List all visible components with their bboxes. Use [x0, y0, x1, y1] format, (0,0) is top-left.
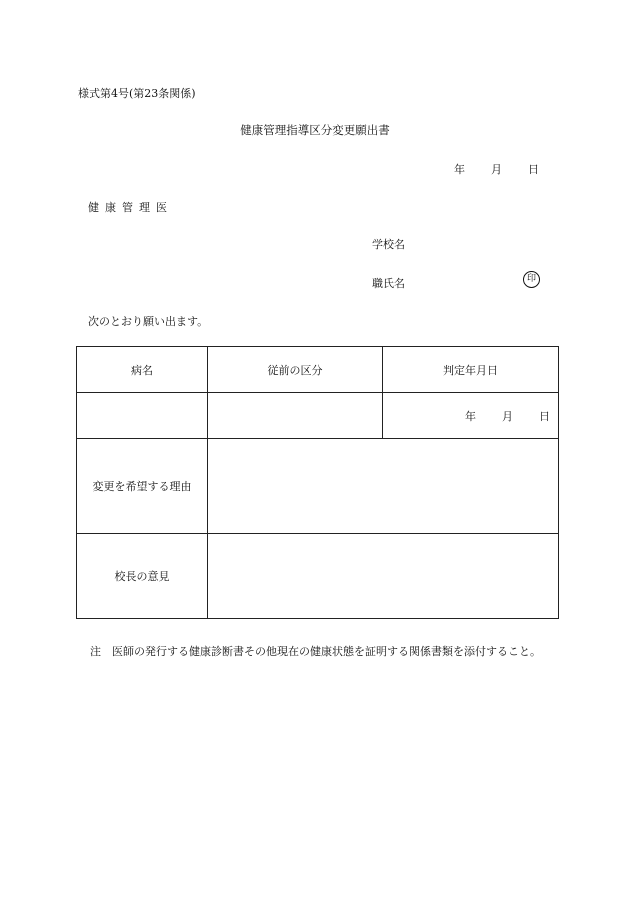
- table-row: [77, 439, 559, 534]
- note-mark: 注: [90, 645, 101, 658]
- intro-text: 次のとおり願い出ます。: [88, 315, 209, 328]
- school-name-label: 学校名: [372, 238, 405, 251]
- note-text: 医師の発行する健康診断書その他現在の健康状態を証明する関係書類を添付すること。: [112, 645, 541, 658]
- table-row: [77, 393, 559, 439]
- date-year-label: 年: [454, 163, 465, 176]
- date-day-label: 日: [528, 163, 539, 176]
- table-header-row: [77, 347, 559, 393]
- judgment-day-label: 日: [539, 409, 550, 423]
- footnote: [90, 642, 560, 662]
- previous-category-field[interactable]: [208, 393, 383, 439]
- principal-opinion-label: 校長の意見: [77, 534, 208, 619]
- judgment-year-label: 年: [465, 409, 476, 423]
- date-month-label: 月: [491, 163, 502, 176]
- application-table: [76, 346, 559, 619]
- position-name-label: 職氏名: [372, 277, 405, 290]
- header-judgment-date: 判定年月日: [383, 347, 559, 393]
- principal-opinion-field[interactable]: [208, 534, 559, 619]
- disease-name-field[interactable]: [77, 393, 208, 439]
- reason-label: 変更を希望する理由: [77, 439, 208, 534]
- document-title: 健康管理指導区分変更願出書: [240, 123, 390, 137]
- header-previous-category: 従前の区分: [208, 347, 383, 393]
- judgment-month-label: 月: [502, 409, 513, 423]
- seal-mark: 印: [523, 271, 540, 288]
- reason-field[interactable]: [208, 439, 559, 534]
- header-disease-name: 病名: [77, 347, 208, 393]
- judgment-date-field[interactable]: [383, 393, 559, 439]
- form-number: 様式第4号(第23条関係): [78, 87, 196, 100]
- submission-date: [454, 161, 539, 177]
- addressee: 健康管理医: [88, 201, 173, 214]
- table-row: [77, 534, 559, 619]
